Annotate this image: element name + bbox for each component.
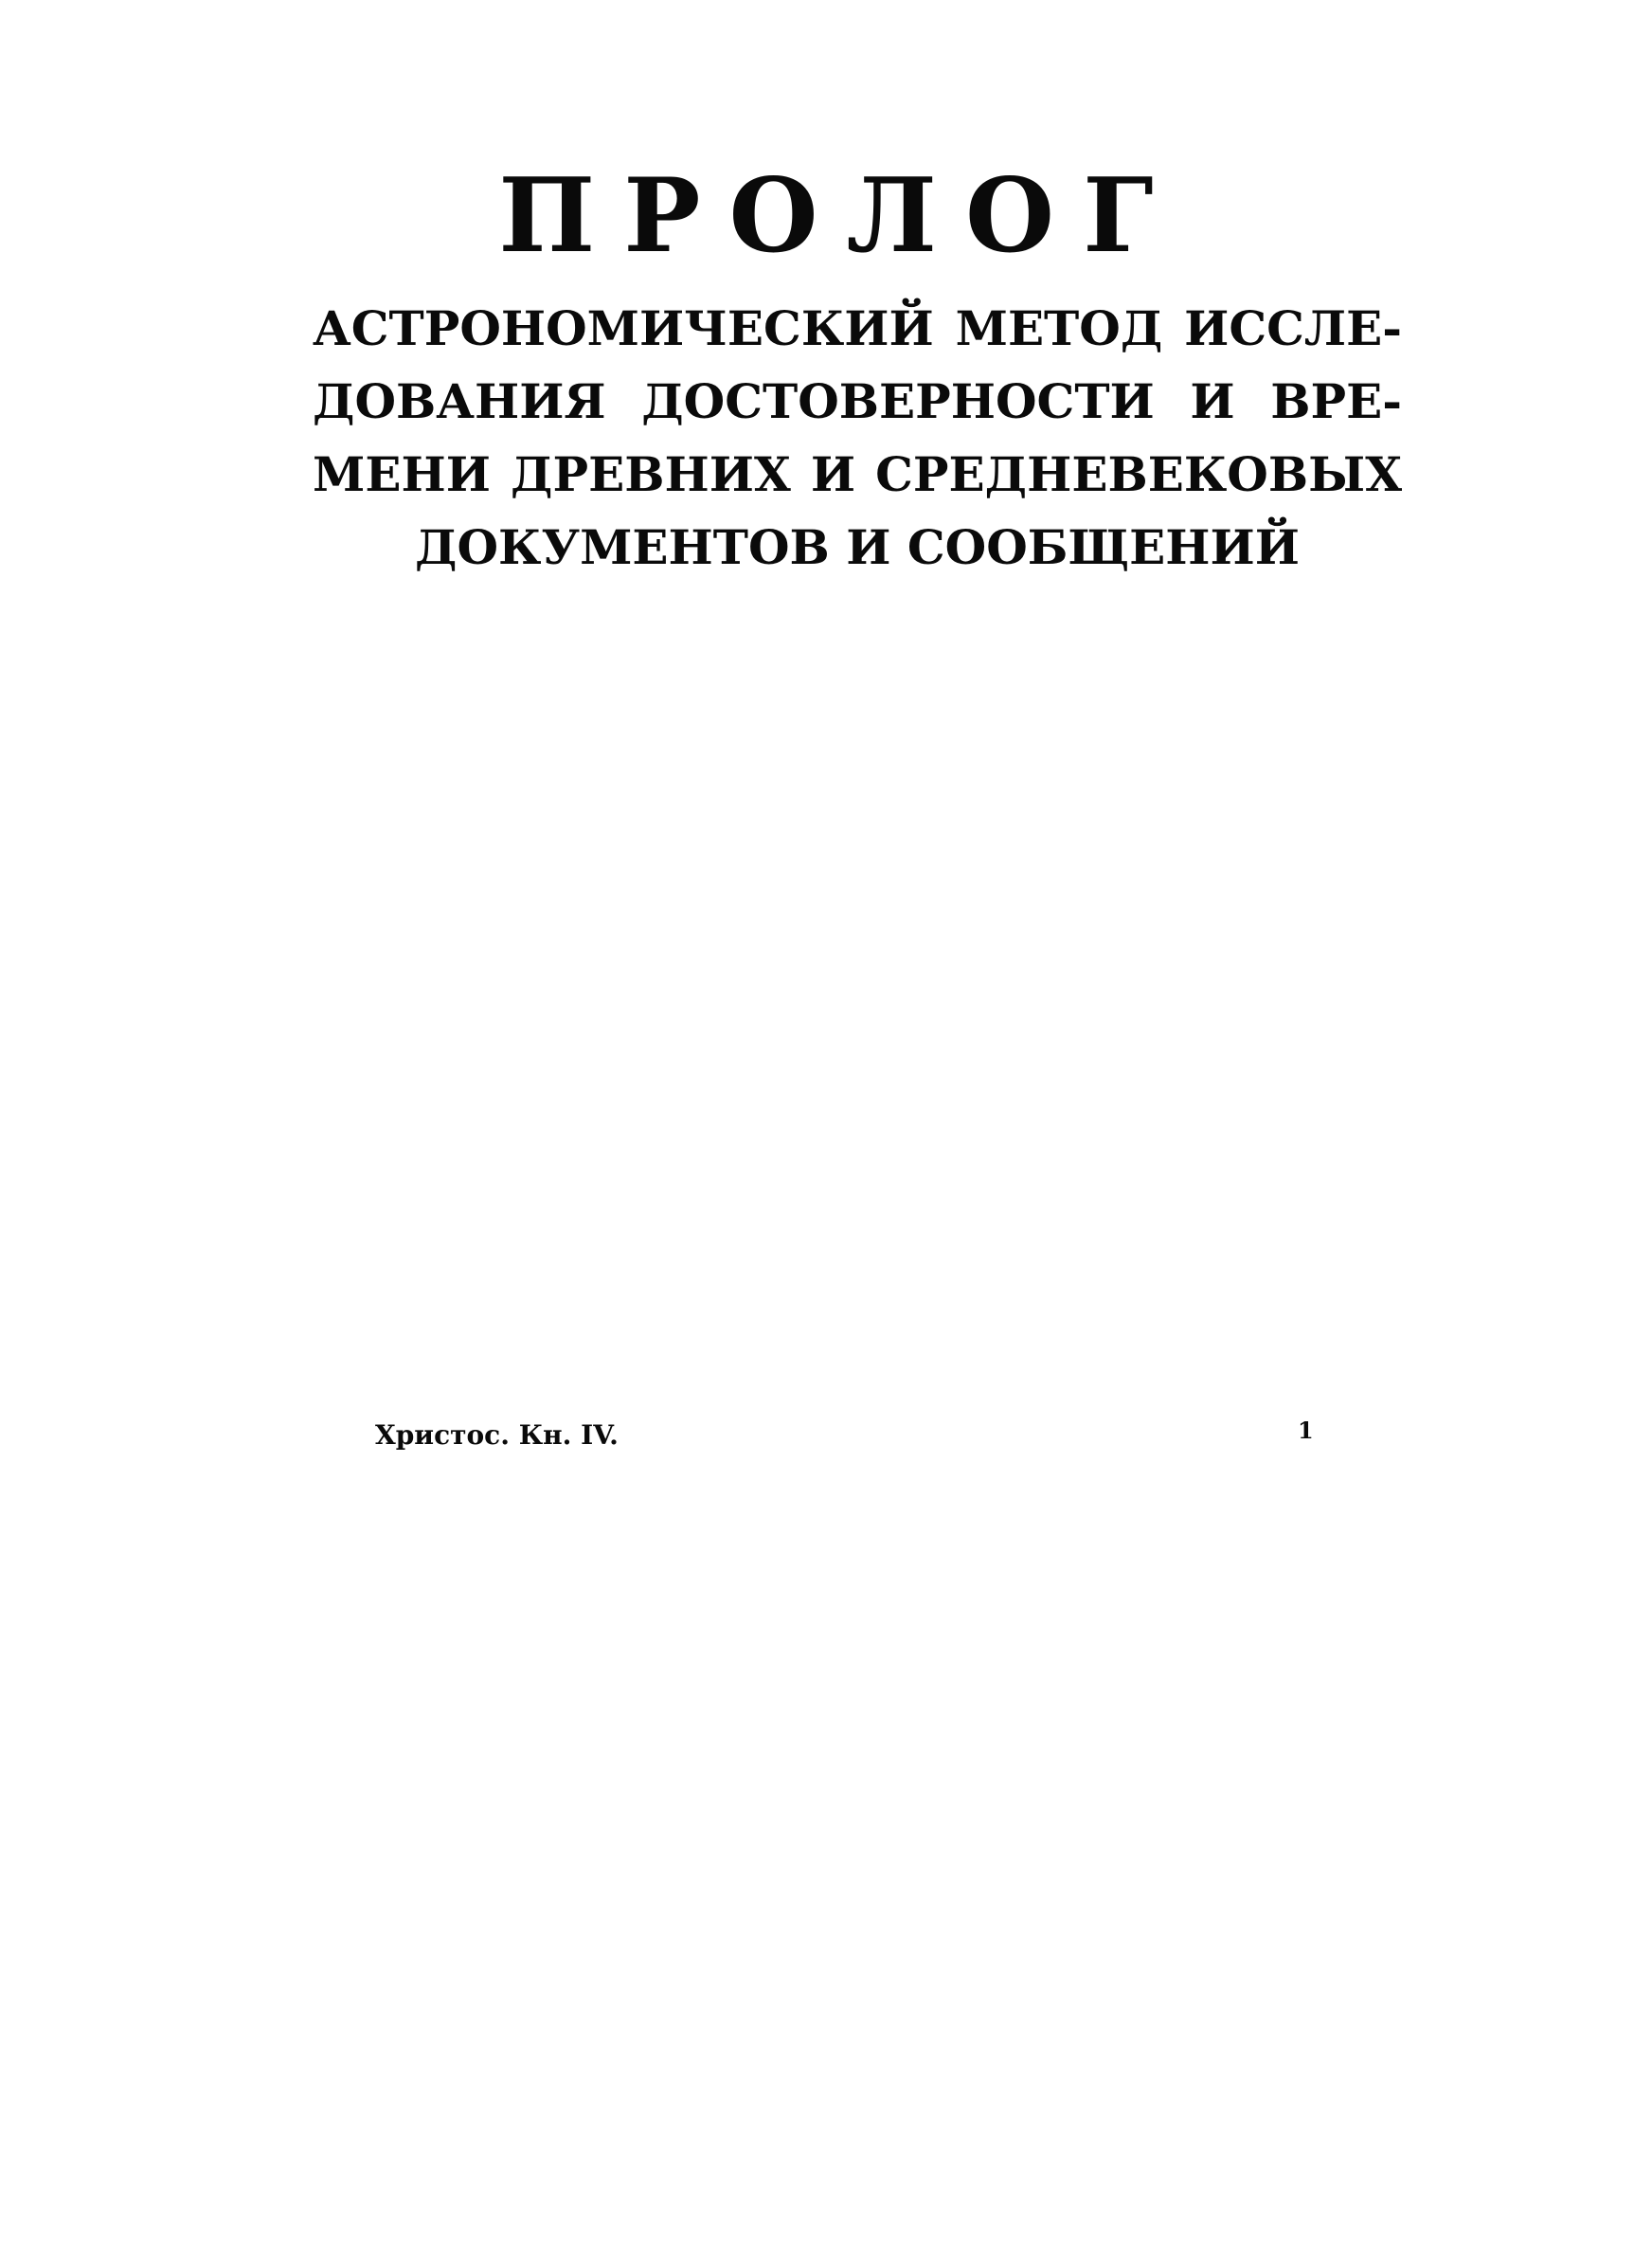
subtitle-word: ДОСТОВЕРНОСТИ (641, 373, 1155, 429)
subtitle-block (313, 292, 1402, 584)
subtitle-word: И (810, 446, 856, 502)
subtitle-line-1 (313, 292, 1402, 365)
subtitle-word: АСТРОНОМИЧЕСКИЙ (313, 300, 934, 356)
subtitle-word: СРЕДНЕВЕКОВЫХ (875, 446, 1402, 502)
subtitle-line-2 (313, 365, 1402, 438)
subtitle-word: МЕТОД (955, 300, 1163, 356)
subtitle-word: ДРЕВНИХ (511, 446, 791, 502)
subtitle-line-3 (313, 438, 1402, 511)
subtitle-word: МЕНИ (313, 446, 491, 502)
subtitle-line-4: ДОКУМЕНТОВ И СООБЩЕНИЙ (415, 519, 1300, 575)
page-title: ПРОЛОГ (498, 156, 1182, 276)
subtitle-word: И (1190, 373, 1235, 429)
subtitle-word: ВРЕ- (1270, 373, 1402, 429)
subtitle-word: ДОВАНИЯ (313, 373, 606, 429)
sheet-number: 1 (1298, 1417, 1314, 1444)
subtitle-word: ИССЛЕ- (1184, 300, 1402, 356)
printer-signature: Христос. Кн. IV. (375, 1419, 619, 1451)
